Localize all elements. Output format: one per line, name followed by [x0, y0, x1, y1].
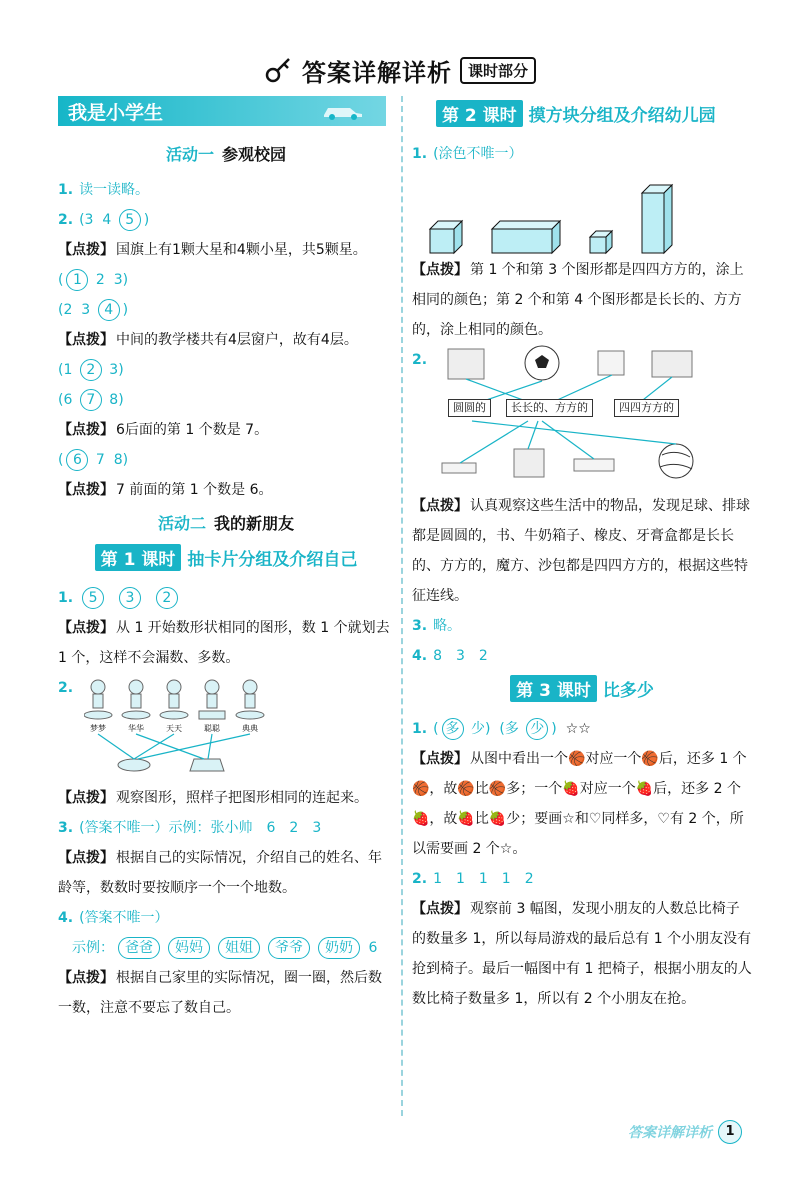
- page-header: [0, 50, 800, 90]
- shapes-figure: [412, 169, 752, 255]
- key-icon: [264, 55, 294, 85]
- l1-q4-example: 示例： 爸爸 妈妈 姐姐 爷爷 奶奶 6: [58, 933, 394, 963]
- kid-name: 天天: [165, 724, 182, 733]
- activity-2-heading: 活动二 我的新朋友: [157, 514, 295, 533]
- q2-row6: ( 6 7 8): [58, 445, 394, 475]
- l1-q3: 3. (答案不唯一）示例：张小帅 6 2 3: [58, 820, 322, 836]
- kid-name: 典典: [241, 724, 258, 733]
- left-column: [58, 96, 394, 1023]
- page-footer: [628, 1120, 742, 1144]
- r-q4: 4. 8 3 2: [412, 648, 488, 664]
- l1-q4: 4. (答案不唯一）: [58, 910, 169, 926]
- unit-banner: [58, 96, 386, 126]
- tip: 【点拨】 第 1 个和第 3 个图形都是四四方方的，涂上相同的颜色；第 2 个和第 4 个图形都是长长的、方方的，涂上相同的颜色。: [412, 262, 744, 338]
- lesson-2-heading: 第 2 课时 摸方块分组及介绍幼儿园: [436, 100, 752, 127]
- car-icon: [320, 101, 364, 121]
- page-title: 答案详解详析: [301, 58, 452, 87]
- tip: 【点拨】 认真观察这些生活中的物品，发现足球、排球都是圆圆的，书、牛奶箱子、橡皮、牙膏盒都是长长的、方方的，魔方、沙包都是四四方方的，根据这些特征连线。: [412, 498, 750, 604]
- tip: 【点拨】 6后面的第 1 个数是 7。: [58, 422, 269, 438]
- r-q1: 1. (涂色不唯一）: [412, 146, 523, 162]
- tip: 【点拨】 7 前面的第 1 个数是 6。: [58, 482, 273, 498]
- l3-q2: 2. 1 1 1 1 2: [412, 871, 534, 887]
- l1-q2: 2. 梦梦 华华 天天 聪聪 典典: [58, 673, 394, 783]
- small-cube-shape: [588, 229, 614, 255]
- q2-row3: (2 3 4 ): [58, 295, 394, 325]
- cuboid-shape: [490, 219, 562, 255]
- q1: 1. 读一读略。: [58, 182, 150, 198]
- tip: 【点拨】 根据自己家里的实际情况，圈一圈，然后数一数，注意不要忘了数自己。: [58, 970, 382, 1016]
- cube-shape: [428, 219, 464, 255]
- column-divider: [401, 96, 403, 1116]
- q2-row1: 2. (3 4 5 ): [58, 205, 394, 235]
- tip: 【点拨】 根据自己的实际情况，介绍自己的姓名、年龄等，数数时要按顺序一个一个地数。: [58, 850, 382, 896]
- right-column: [412, 96, 752, 1014]
- tip: 【点拨】 国旗上有1颗大星和4颗小星，共5颗星。: [58, 242, 367, 258]
- tall-cuboid-shape: [640, 183, 674, 255]
- r-q3: 3. 略。: [412, 618, 462, 634]
- footer-label: 答案详解详析: [628, 1125, 712, 1141]
- l1-q1: 1. 5 3 2: [58, 583, 394, 613]
- section-tag: 课时部分: [460, 57, 536, 84]
- tip: 【点拨】 观察前 3 幅图，发现小朋友的人数总比椅子的数量多 1，所以每局游戏的最后总有 1 个小朋友没有抢到椅子。最后一幅图中有 1 把椅子，根据小朋友的人数比椅子数量多 1，所以有 2 个小朋友在抢。: [412, 901, 752, 1007]
- star-icon: ☆☆: [565, 721, 591, 737]
- lesson-1-heading: 第 1 课时 抽卡片分组及介绍自己: [58, 544, 394, 571]
- tip: 【点拨】 从图中看出一个🏀对应一个🏀后，还多 1 个🏀，故🏀比🏀多；一个🍓对应一个🍓后，还多 2 个🍓，故🍓比🍓少；要画☆和♡同样多，♡有 2 个，所以需要画 2 个☆。: [412, 751, 747, 857]
- tip: 【点拨】 观察图形，照样子把图形相同的连起来。: [58, 790, 368, 806]
- unit-title: 我是小学生: [68, 101, 164, 124]
- q2-row5: (6 7 8): [58, 385, 394, 415]
- lesson-3-heading: 第 3 课时 比多少: [412, 675, 752, 702]
- page-number: 1: [718, 1120, 742, 1144]
- q2-row4: (1 2 3): [58, 355, 394, 385]
- l3-q1: 1. ( 多 少) (多 少 ) ☆☆: [412, 714, 752, 744]
- kid-name: 梦梦: [89, 724, 106, 733]
- activity-1-heading: 活动一 参观校园: [165, 145, 287, 164]
- r-q2: 2. 圆圆的 长长的、方方的 四四方方的: [412, 345, 752, 491]
- kids-matching-figure: [84, 673, 284, 777]
- kid-name: 华华: [127, 724, 144, 733]
- q2-row2: ( 1 2 3): [58, 265, 394, 295]
- tip: 【点拨】 从 1 开始数形状相同的图形，数 1 个就划去 1 个，这样不会漏数、多数。: [58, 620, 390, 666]
- kid-name: 聪聪: [203, 724, 220, 733]
- tip: 【点拨】 中间的教学楼共有4层窗户，故有4层。: [58, 332, 358, 348]
